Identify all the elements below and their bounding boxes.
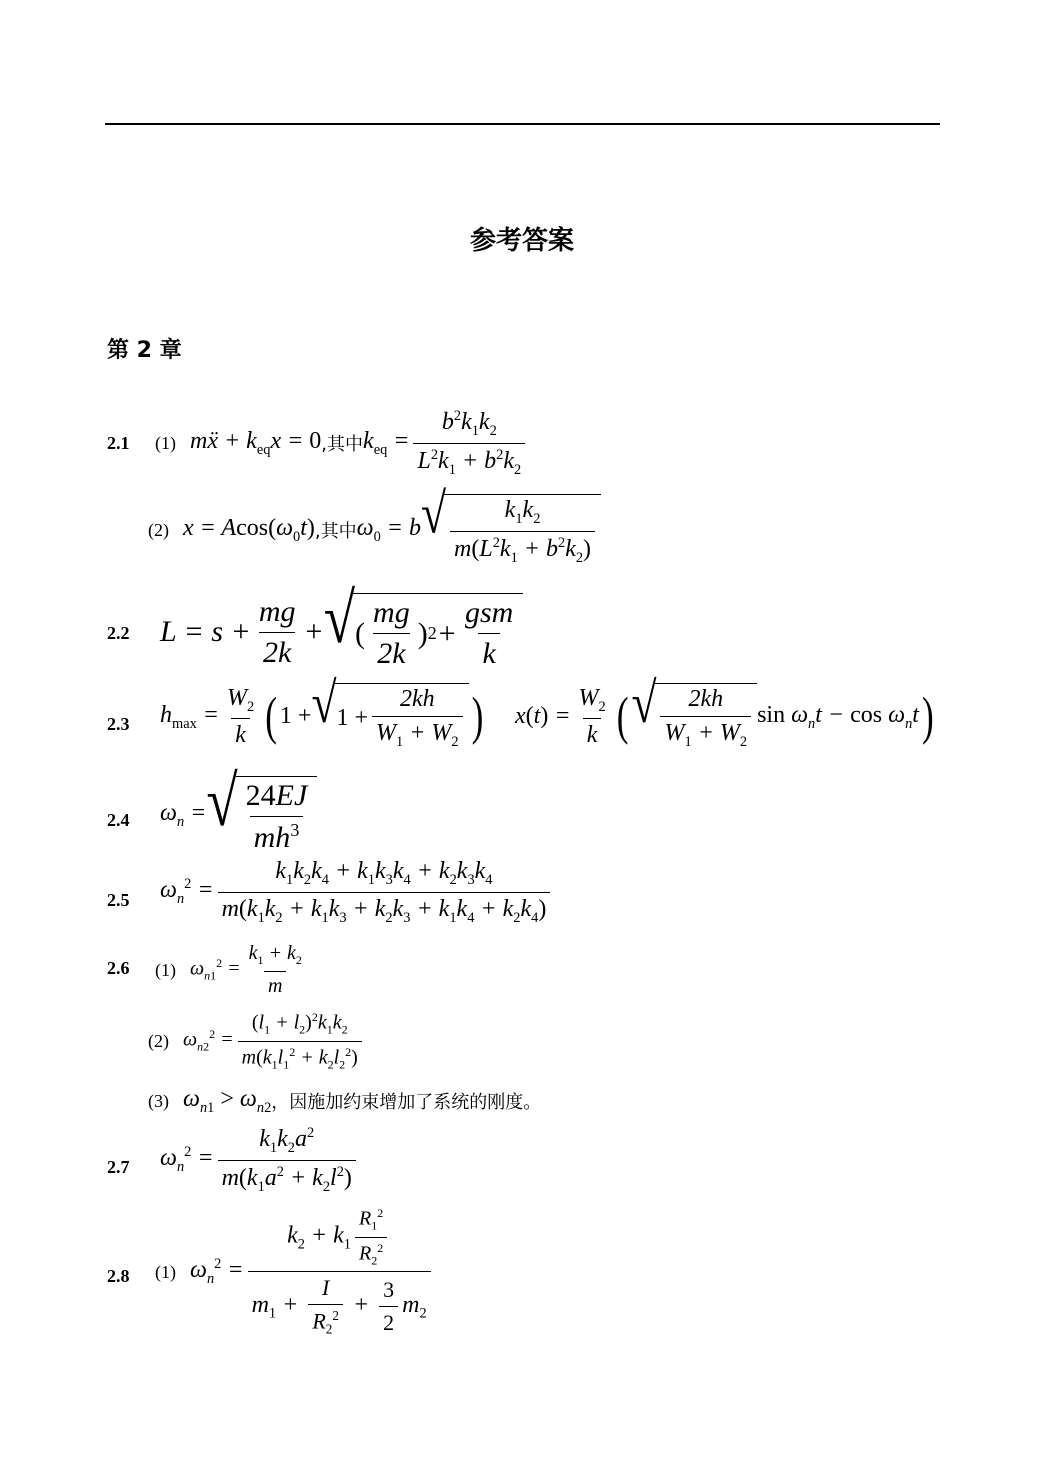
problem-number: 2.5: [107, 890, 130, 910]
part-label: (1): [155, 432, 176, 453]
equation-2-3-xt: x(t) = $\frac{W_2}{k}$ ( √ $\frac{2kh}{W_1 + W_2}$ $\sin \omega_nt - \cos \omega_nt$ ): [515, 670, 934, 750]
equation-2-6-2: (2) $\omega_{n2}^2$ = $\frac{(l_1 + l_2)^2k_1k_2}{m(k_1l_1^2 + k_2l_2^2)}$: [148, 1010, 366, 1072]
connector-text: ,其中: [321, 434, 364, 456]
part-label: (3): [148, 1090, 169, 1111]
problem-number: 2.4: [107, 810, 130, 830]
equation-2-2: L = s + $\frac{mg}{2k}$ + √ ( $\frac{mg}{2k}$ ) 2 + $\frac{\text{gsm}}{k}$: [160, 593, 523, 671]
equation-2-6-1: (1) $\omega_{n1}^2$ = $\frac{k_1 + k_2}{m}$: [155, 942, 302, 997]
problem-number: 2.6: [107, 958, 130, 978]
part-label: (2): [148, 1030, 169, 1051]
chapter-heading: 第 2 章: [107, 338, 182, 363]
equation-2-4: $\omega_n$ = √ $\frac{24EJ}{mh^3}$: [160, 776, 317, 855]
equation-2-3-hmax: $h_{max}$ = $\frac{W_2}{k}$ ( 1 + √ 1 + $\frac{2kh}{W_1 + W_2}$ ): [160, 670, 484, 750]
connector-text: ,其中: [314, 521, 357, 543]
page-title: 参考答案: [469, 226, 574, 256]
equation-2-1-2: (2) $x = Acos(\omega_0t)$ ,其中 $\omega_0 = b$ √ $\frac{k_1k_2}{m(L^2k_1 + b^2k_2)}$: [148, 494, 601, 567]
part-label: (1): [155, 1261, 176, 1282]
equation-2-5: $\omega_n^2$ = $\frac{k_1k_2k_4 + k_1k_3k_4 + k_2k_3k_4}{m(k_1k_2 + k_1k_3 + k_2k_3 + k_1k_4 + k_2k_4)}$: [160, 858, 554, 927]
equation-2-1-1: (1) mẍ + $k_{eq}x = 0$ ,其中 $k_{eq}$ = $\frac{b^2k_1k_2}{L^2k_1 + b^2k_2}$: [155, 408, 529, 479]
equation-2-6-3: (3) $\omega_{n1} > \omega_{n2}$ ，因施加约束增加了系统的刚度。: [148, 1086, 542, 1116]
explanation-text: ，因施加约束增加了系统的刚度。: [271, 1092, 542, 1114]
equation-2-8: (1) $\omega_n^2$ = $k_2 + k_1$ $\frac{R_1^2}{R_2^2}$ $m_1$ + $\frac{I}{R_2^2}$ + $\frac{3}{2}$ $m_2$: [155, 1206, 435, 1338]
problem-number: 2.3: [107, 714, 130, 734]
problem-number: 2.1: [107, 433, 130, 453]
problem-number: 2.8: [107, 1266, 130, 1286]
part-label: (2): [148, 519, 169, 540]
problem-number: 2.2: [107, 623, 130, 643]
problem-number: 2.7: [107, 1157, 130, 1177]
header-rule: [105, 123, 940, 125]
equation-2-7: $\omega_n^2$ = $\frac{k_1k_2a^2}{m(k_1a^2 + k_2l^2)}$: [160, 1125, 360, 1196]
part-label: (1): [155, 959, 176, 980]
